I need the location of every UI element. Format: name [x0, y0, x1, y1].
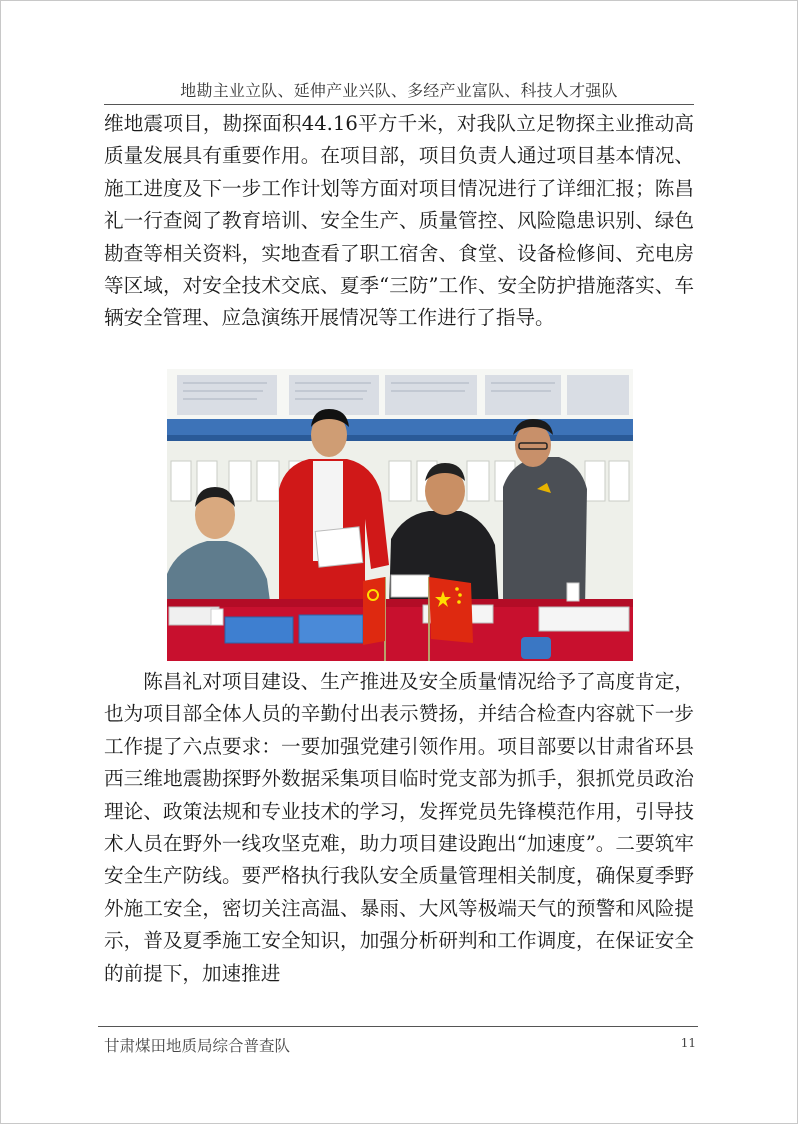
inspection-photo-illustration — [167, 369, 633, 661]
inspection-photo — [167, 369, 633, 661]
footer-organization: 甘肃煤田地质局综合普查队 — [104, 1037, 291, 1055]
running-header: 地勘主业立队、延伸产业兴队、多经产业富队、科技人才强队 — [180, 81, 618, 100]
header-divider — [104, 104, 694, 105]
page-number: 11 — [680, 1036, 696, 1050]
footer-divider — [98, 1026, 698, 1027]
body-paragraph-2: 陈昌礼对项目建设、生产推进及安全质量情况给予了高度肯定，也为项目部全体人员的辛勤付出表示赞扬，并结合检查内容就下一步工作提了六点要求：一要加强党建引领作用。项目部要以甘肃省环县西三维地震勘探野外数据采集项目临时党支部为抓手，狠抓党员政治理论、政策法规和专业技术的学习，发挥党员先锋模范作用，引导技术人员在野外一线攻坚克难，助力项目建设跑出“加速度”。二要筑牢安全生产防线。要严格执行我队安全质量管理相关制度，确保夏季野外施工安全，密切关注高温、暴雨、大风等极端天气的预警和风险提示，普及夏季施工安全知识，加强分析研判和工作调度，在保证安全的前提下，加速推进 — [104, 670, 694, 985]
body-paragraph-1: 维地震项目，勘探面积44.16平方千米，对我队立足物探主业推动高质量发展具有重要作用。在项目部，项目负责人通过项目基本情况、施工进度及下一步工作计划等方面对项目情况进行了详细汇报；陈昌礼一行查阅了教育培训、安全生产、质量管控、风险隐患识别、绿色勘查等相关资料，实地查看了职工宿舍、食堂、设备检修间、充电房等区域，对安全技术交底、夏季“三防”工作、安全防护措施落实、车辆安全管理、应急演练开展情况等工作进行了指导。 — [104, 112, 694, 330]
